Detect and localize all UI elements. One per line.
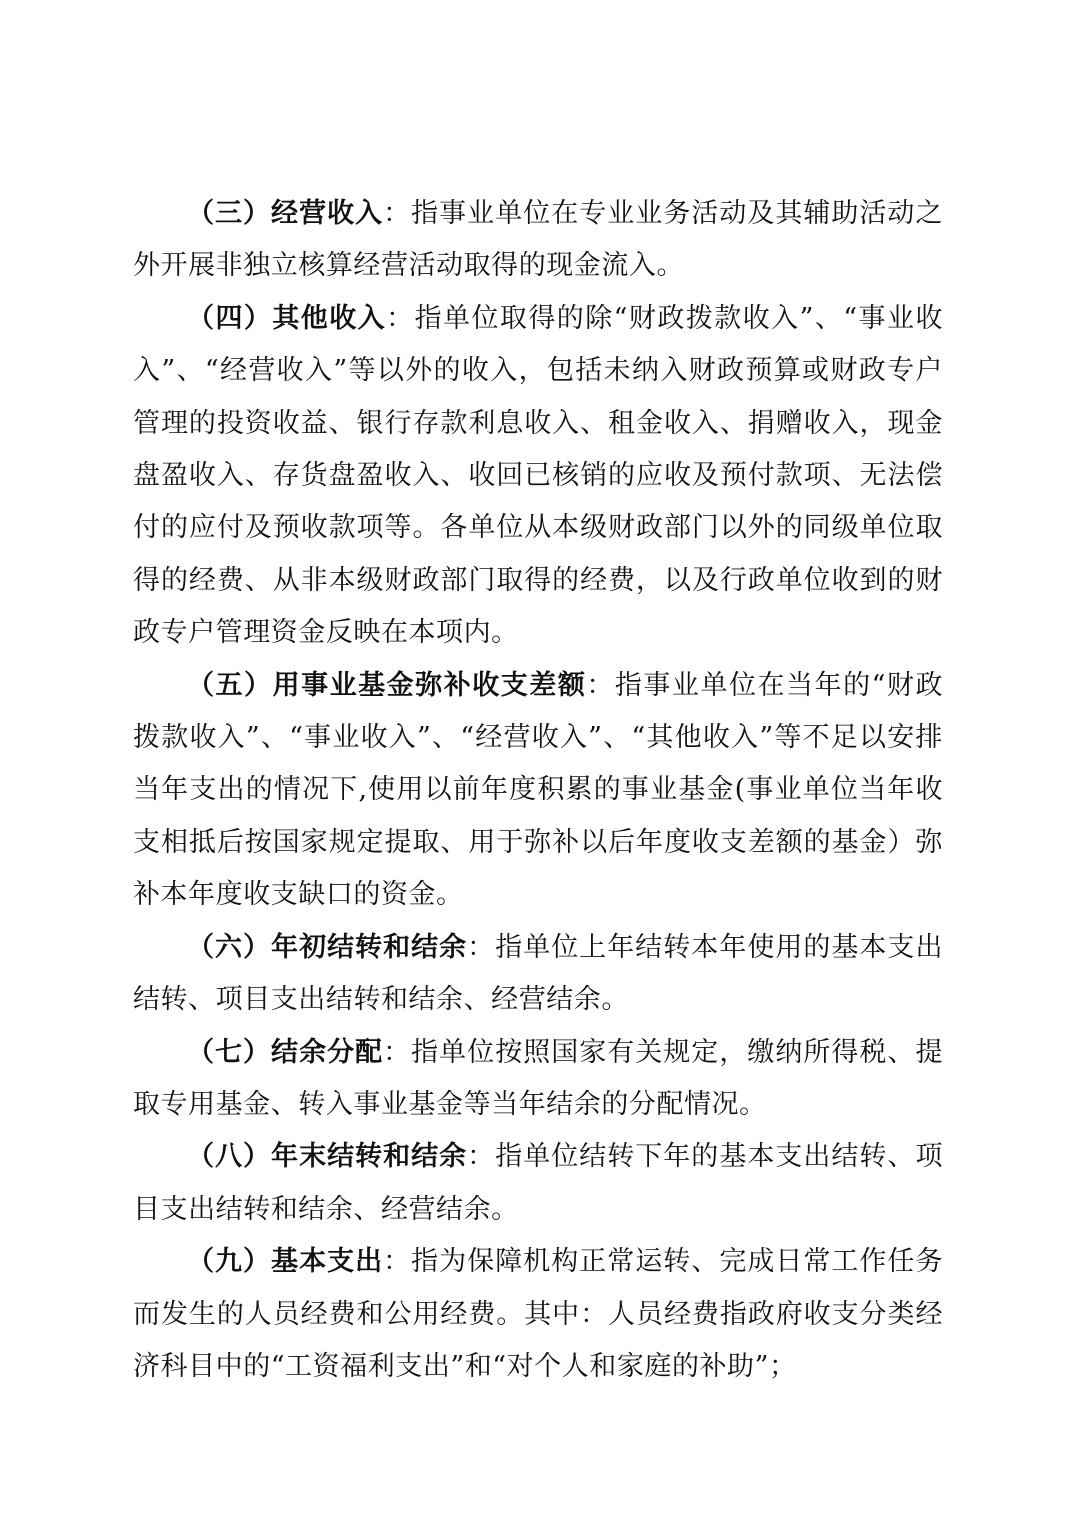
paragraph-operating-income: [133, 188, 943, 293]
paragraph-surplus-distribution: [133, 1027, 943, 1132]
paragraph-text: ：指单位取得的除“财政拨款收入”、“事业收入”、“经营收入”等以外的收入，包括未纳入财政预算或财政专户管理的投资收益、银行存款利息收入、租金收入、捐赠收入，现金盘盈收入、存货盘盈收入、收回已核销的应收及预付款项、无法偿付的应付及预收款项等。各单位从本级财政部门以外的同级单位取得的经费、从非本级财政部门取得的经费，以及行政单位收到的财政专户管理资金反映在本项内。: [133, 302, 943, 649]
paragraph-text: ：指单位上年结转本年使用的基本支出结转、项目支出结转和结余、经营结余。: [133, 931, 943, 1016]
paragraph-other-income: [133, 293, 943, 660]
paragraph-text: ：指单位按照国家有关规定，缴纳所得税、提取专用基金、转入事业基金等当年结余的分配情况。: [133, 1036, 943, 1120]
paragraph-fund-supplement: [133, 660, 943, 922]
paragraph-text: ：指事业单位在专业业务活动及其辅助活动之外开展非独立核算经营活动取得的现金流入。: [133, 198, 943, 282]
paragraph-heading: （四）其他收入: [187, 302, 387, 334]
paragraph-text: ：指为保障机构正常运转、完成日常工作任务而发生的人员经费和公用经费。其中：人员经费指政府收支分类经济科目中的“工资福利支出”和“对个人和家庭的补助”；: [133, 1246, 943, 1382]
paragraph-text: ：指单位结转下年的基本支出结转、项目支出结转和结余、经营结余。: [133, 1141, 943, 1225]
paragraph-heading: （六）年初结转和结余: [187, 931, 468, 963]
paragraph-opening-carryover: [133, 922, 943, 1027]
paragraph-heading: （八）年末结转和结余: [187, 1141, 468, 1173]
paragraph-text: ：指事业单位在当年的“财政拨款收入”、“事业收入”、“经营收入”、“其他收入”等不足以安排当年支出的情况下,使用以前年度积累的事业基金(事业单位当年收支相抵后按国家规定提取、用于弥补以后年度收支差额的基金）弥补本年度收支缺口的资金。: [133, 669, 944, 911]
paragraph-heading: （七）结余分配: [187, 1036, 384, 1068]
paragraph-closing-carryover: [133, 1131, 943, 1236]
paragraph-basic-expenditure: [133, 1236, 943, 1393]
document-body: [133, 188, 943, 1393]
paragraph-heading: （三）经营收入: [187, 198, 384, 229]
paragraph-heading: （五）用事业基金弥补收支差额: [187, 669, 587, 701]
paragraph-heading: （九）基本支出: [187, 1246, 384, 1278]
